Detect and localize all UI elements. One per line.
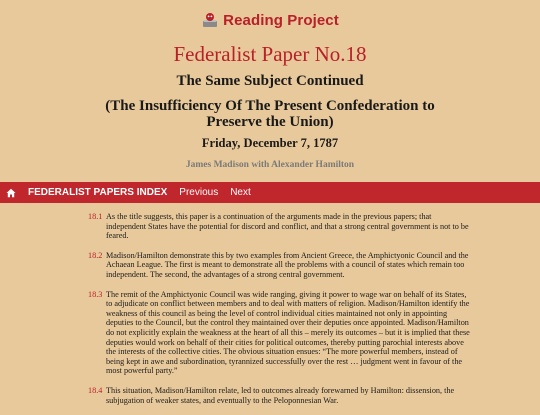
paragraph-number: 18.2	[88, 250, 103, 260]
page-subtitle: The Same Subject Continued	[176, 73, 364, 89]
brand-name: Reading Project	[223, 11, 339, 29]
paragraph	[88, 212, 472, 241]
paragraph	[88, 386, 472, 405]
paragraph-text: The remit of the Amphictyonic Council was wide ranging, giving it power to wage war on behalf of its States, to adjudicate on conflict between members and to deal with matters of religion. Madison/Hamilton identify the weakness of this council as being the level of control individual cities maintained not only in appointing deputies to the Council, but the control they maintained over their deputies once appointed. Madison/Hamilton do not explicitly explain the weakness at the heart of all this – merely its outcomes – but it is implied that these deputies would work on behalf of their cities for political outcomes, thereby putting parochial interests above the interests of the collective cities. The obvious situation ensues: “The more powerful members, instead of being kept in awe and subordination, tyrannized successfully over the rest … judgment went in favour of the most powerful party.”	[106, 289, 470, 376]
nav-next-link[interactable]: Next	[230, 187, 251, 198]
paragraph-text: Madison/Hamilton demonstrate this by two examples from Ancient Greece, the Amphictyonic Council and the Achaean League. The first is meant to demonstrate all the problems with a council of states which remain too independent. The second, the advantages of a strong central government.	[106, 250, 469, 279]
nav-previous-link[interactable]: Previous	[179, 187, 219, 198]
paragraph	[88, 290, 472, 376]
paragraph	[88, 251, 472, 280]
book-mascot-icon	[201, 11, 219, 29]
paper-content	[88, 212, 472, 415]
home-icon[interactable]	[6, 188, 16, 198]
page-subtitle-secondary: (The Insufficiency Of The Present Confederation to Preserve the Union)	[105, 98, 435, 130]
page-title: Federalist Paper No.18	[173, 42, 367, 66]
author-line: James Madison with Alexander Hamilton	[185, 160, 355, 170]
paragraph-text: This situation, Madison/Hamilton relate, led to outcomes already forewarned by Hamilton: dissension, the subjugation of weaker states, and eventually to the Peloponnesian War.	[106, 385, 455, 405]
paragraph-number: 18.3	[88, 289, 103, 299]
site-logo[interactable]	[0, 9, 540, 31]
paragraph-text: As the title suggests, this paper is a continuation of the arguments made in the previous papers; that independent States have the potential for discord and conflict, and that a strong central government is not to be feared.	[106, 212, 469, 241]
publication-date: Friday, December 7, 1787	[201, 136, 339, 150]
paragraph-number: 18.1	[88, 212, 103, 221]
nav-bar	[0, 182, 540, 203]
nav-federalist-index-link[interactable]: FEDERALIST PAPERS INDEX	[28, 187, 168, 198]
paragraph-number: 18.4	[88, 385, 103, 395]
